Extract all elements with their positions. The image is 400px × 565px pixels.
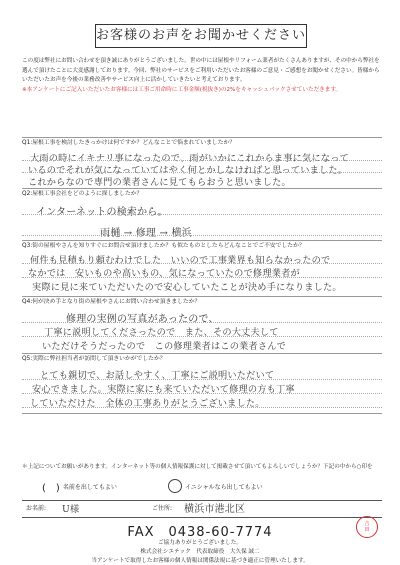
q4-box	[22, 296, 382, 297]
consent-note: ＊上記についてお願いがあります。インターネット等の個人情報保護に対して掲載させて頂いてもよろしいでしょうか？下記の中から○印を	[22, 464, 373, 470]
option-initial[interactable]	[168, 479, 263, 493]
q2-label: Q2:屋根工事会社をどのように探しましたか？	[22, 191, 143, 197]
q4-label: Q4:何が決め手となり街の屋根やさんにお問い合わせ頂きましたか？	[22, 299, 201, 305]
name-label: お名前:	[26, 505, 47, 512]
q3-box	[22, 240, 382, 241]
q4-rule	[22, 336, 382, 337]
q1-box	[22, 137, 382, 138]
q5-answer-2: 安心できました。実際に家にも来ていただいて修理の方も丁寧	[32, 384, 295, 395]
q2-rule	[22, 214, 382, 215]
option-name[interactable]	[42, 479, 117, 494]
name-value[interactable]: U様	[62, 504, 80, 515]
q4-answer-2: 丁寧に説明してくださったので また、その大丈夫して	[44, 327, 279, 338]
privacy-note: 当アンケートで取得したお客様の個人情報は関係法規に基づき適正に管理いたします。	[91, 558, 309, 564]
q3-rule	[22, 277, 382, 278]
q1-answer-3: これからなので専門の業者さんに見てもらおうと思いました。	[28, 177, 291, 188]
q2-rule	[22, 235, 382, 236]
q3-answer-2: なかでは 安いものや高いもの、気になっていたので修理業者が	[28, 268, 300, 279]
q1-label: Q1:屋根工事を検討したきっかけは何ですか？どんなことで悩まれていましたか？	[22, 140, 236, 146]
fax-number: FAX 0438-60-7774	[127, 525, 273, 540]
q3-rule	[22, 263, 382, 264]
address-label: ご住所:	[152, 505, 173, 512]
q5-rule	[22, 407, 382, 408]
option-name-check[interactable]: ( )	[42, 483, 60, 494]
q3-label: Q3:街の屋根やさんを知りすぐにお問合せ頂けましたか？も似たものとしたらどんなことでご不安でしたか？	[22, 243, 305, 249]
q5-answer-3: していただけた 全体の工事ありがとうございました。	[30, 398, 265, 409]
q4-rule	[22, 322, 382, 323]
thanks-text: ご協力ありがとうございました。	[158, 540, 242, 546]
q4-answer-3: いただけそうだったので この修理業者はこの業者さんで	[42, 341, 287, 352]
q1-answer-1: 大雨の時にイキナリ事になったので、雨がいかにこれからま事に気になって	[30, 153, 349, 164]
seal-stamp	[356, 516, 378, 538]
option-initial-label: イニシャルなら出してもよい	[185, 483, 263, 491]
intro-text	[22, 57, 384, 95]
q1-rule	[22, 160, 382, 161]
page-title: お客様のお声をお聞かせください	[95, 24, 307, 48]
q1-rule	[22, 172, 382, 173]
address-value[interactable]: 横浜市港北区	[184, 504, 246, 515]
q2-box	[22, 188, 382, 189]
q5-rule	[22, 379, 382, 380]
option-name-label: 名前を出してもよい	[62, 484, 117, 491]
q4-answer-1: 修理の実例の写真があったので、	[66, 314, 219, 325]
intro-body: この度は弊社にお問い合わせを頂き誠にありがとうございました。世の中には屋根やリフォーム業者がたくさんありますが、その中から弊社を選んで頂けたことに大変感謝しております。今回、弊社のサービスをご利用いただいたお客様のご意見・ご感想をお聞かせください。皆様からいただいたお声を今後の業務改善やサービス向上に活かしていきたいと考えております。	[22, 58, 380, 83]
seal-line-1: 吉	[364, 521, 370, 527]
q5-label: Q5:実際に弊社担当者が訪問して頂きいかがでしたか？	[22, 356, 166, 362]
q5-answer-1: とても親切で、お話しやすく、丁寧にご説明いただいて	[40, 370, 275, 381]
q5-box	[22, 353, 382, 354]
q5-rule	[22, 393, 382, 394]
q2-answer-2: 雨樋 → 修理 → 横浜	[100, 228, 192, 239]
q5-bottom	[22, 413, 382, 414]
q2-answer-1: インターネットの検索から。	[36, 207, 168, 218]
company-name: 株式会社シエテック 代表取締役 大久保 誠二	[140, 549, 260, 555]
option-initial-circle-mark[interactable]	[168, 479, 182, 493]
intro-note: ※本アンケートにご記入いただいたお客様には工事ご用命時に工事金額(税抜き)の2%をキャッシュバックさせていただきます。	[22, 86, 342, 93]
seal-line-2: 田	[364, 527, 370, 533]
q1-answer-2: いるのでそれが気になっていてはやく何とかしなければと思っていました。	[28, 165, 348, 176]
q3-answer-3: 実際に見に来ていただいたので安心していたことが決め手になりました。	[32, 282, 342, 293]
q3-answer-1: 何件も見積もり頼むわけでした いいので工事業界も知らなかったので	[30, 255, 331, 266]
